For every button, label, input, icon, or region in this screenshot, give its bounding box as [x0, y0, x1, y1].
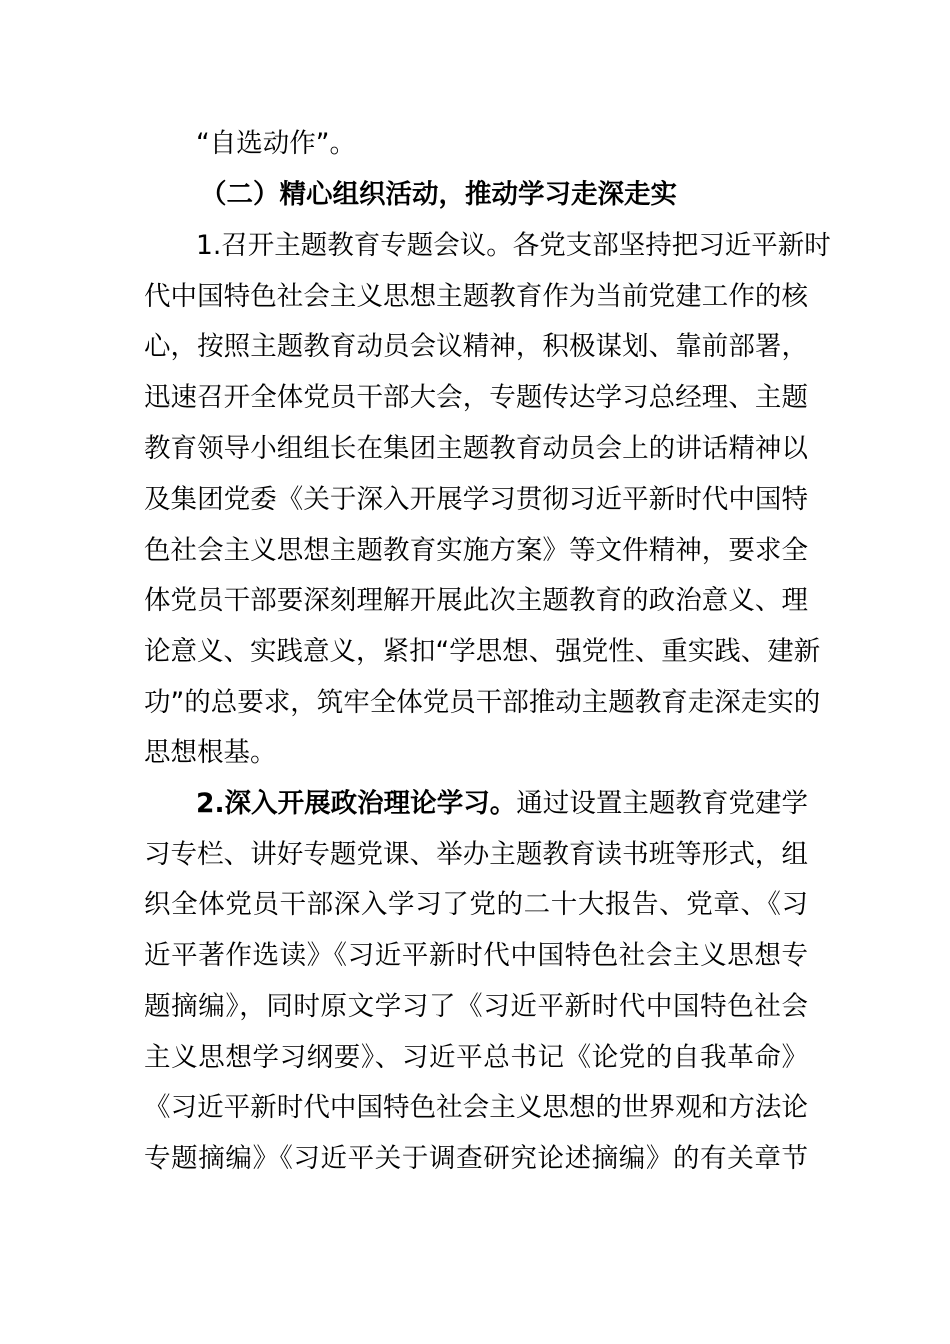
paragraph-2-line: 主义思想学习纲要》、习近平总书记《论党的自我革命》	[144, 1042, 808, 1073]
paragraph-2-lead-rest: 通过设置主题教育党建学	[516, 788, 809, 819]
paragraph-1-line: 体党员干部要深刻理解开展此次主题教育的政治意义、理	[144, 585, 808, 616]
paragraph-1-line: 功”的总要求，筑牢全体党员干部推动主题教育走深走实的	[144, 687, 821, 718]
paragraph-1-line: 迅速召开全体党员干部大会，专题传达学习总经理、主题	[144, 382, 808, 413]
paragraph-2-line: 织全体党员干部深入学习了党的二十大报告、党章、《习	[144, 889, 808, 920]
paragraph-2-line: 习专栏、讲好专题党课、举办主题教育读书班等形式，组	[144, 839, 808, 870]
paragraph-1-line: 及集团党委《关于深入开展学习贯彻习近平新时代中国特	[144, 484, 808, 515]
paragraph-2-line: 《习近平新时代中国特色社会主义思想的世界观和方法论	[144, 1092, 808, 1123]
paragraph-1-line: 心，按照主题教育动员会议精神，积极谋划、靠前部署，	[144, 331, 808, 362]
paragraph-1-last-line: 思想根基。	[144, 737, 277, 768]
paragraph-1-line: 代中国特色社会主义思想主题教育作为当前党建工作的核	[144, 281, 808, 312]
paragraph-1-line: 色社会主义思想主题教育实施方案》等文件精神，要求全	[144, 535, 808, 566]
paragraph-1-first-line	[196, 229, 831, 263]
paragraph-2-line: 近平著作选读》《习近平新时代中国特色社会主义思想专	[144, 940, 808, 971]
paragraph-1-lead: 1.召开主题教育专题会议。	[196, 230, 513, 261]
paragraph-1-line: 教育领导小组组长在集团主题教育动员会上的讲话精神以	[144, 433, 808, 464]
paragraph-2-line: 专题摘编》《习近平关于调查研究论述摘编》的有关章节	[144, 1143, 808, 1174]
paragraph-2-first-line	[196, 787, 808, 821]
paragraph-2-lead: 2.深入开展政治理论学习。	[196, 788, 517, 819]
paragraph-1-lead-rest: 各党支部坚持把习近平新时	[512, 230, 831, 261]
paragraph-continuation: “自选动作”。	[196, 128, 356, 159]
section-heading: （二）精心组织活动，推动学习走深走实	[200, 179, 677, 210]
paragraph-2-line: 题摘编》，同时原文学习了《习近平新时代中国特色社会	[144, 991, 808, 1022]
paragraph-1-line: 论意义、实践意义，紧扣“学思想、强党性、重实践、建新	[144, 636, 821, 667]
